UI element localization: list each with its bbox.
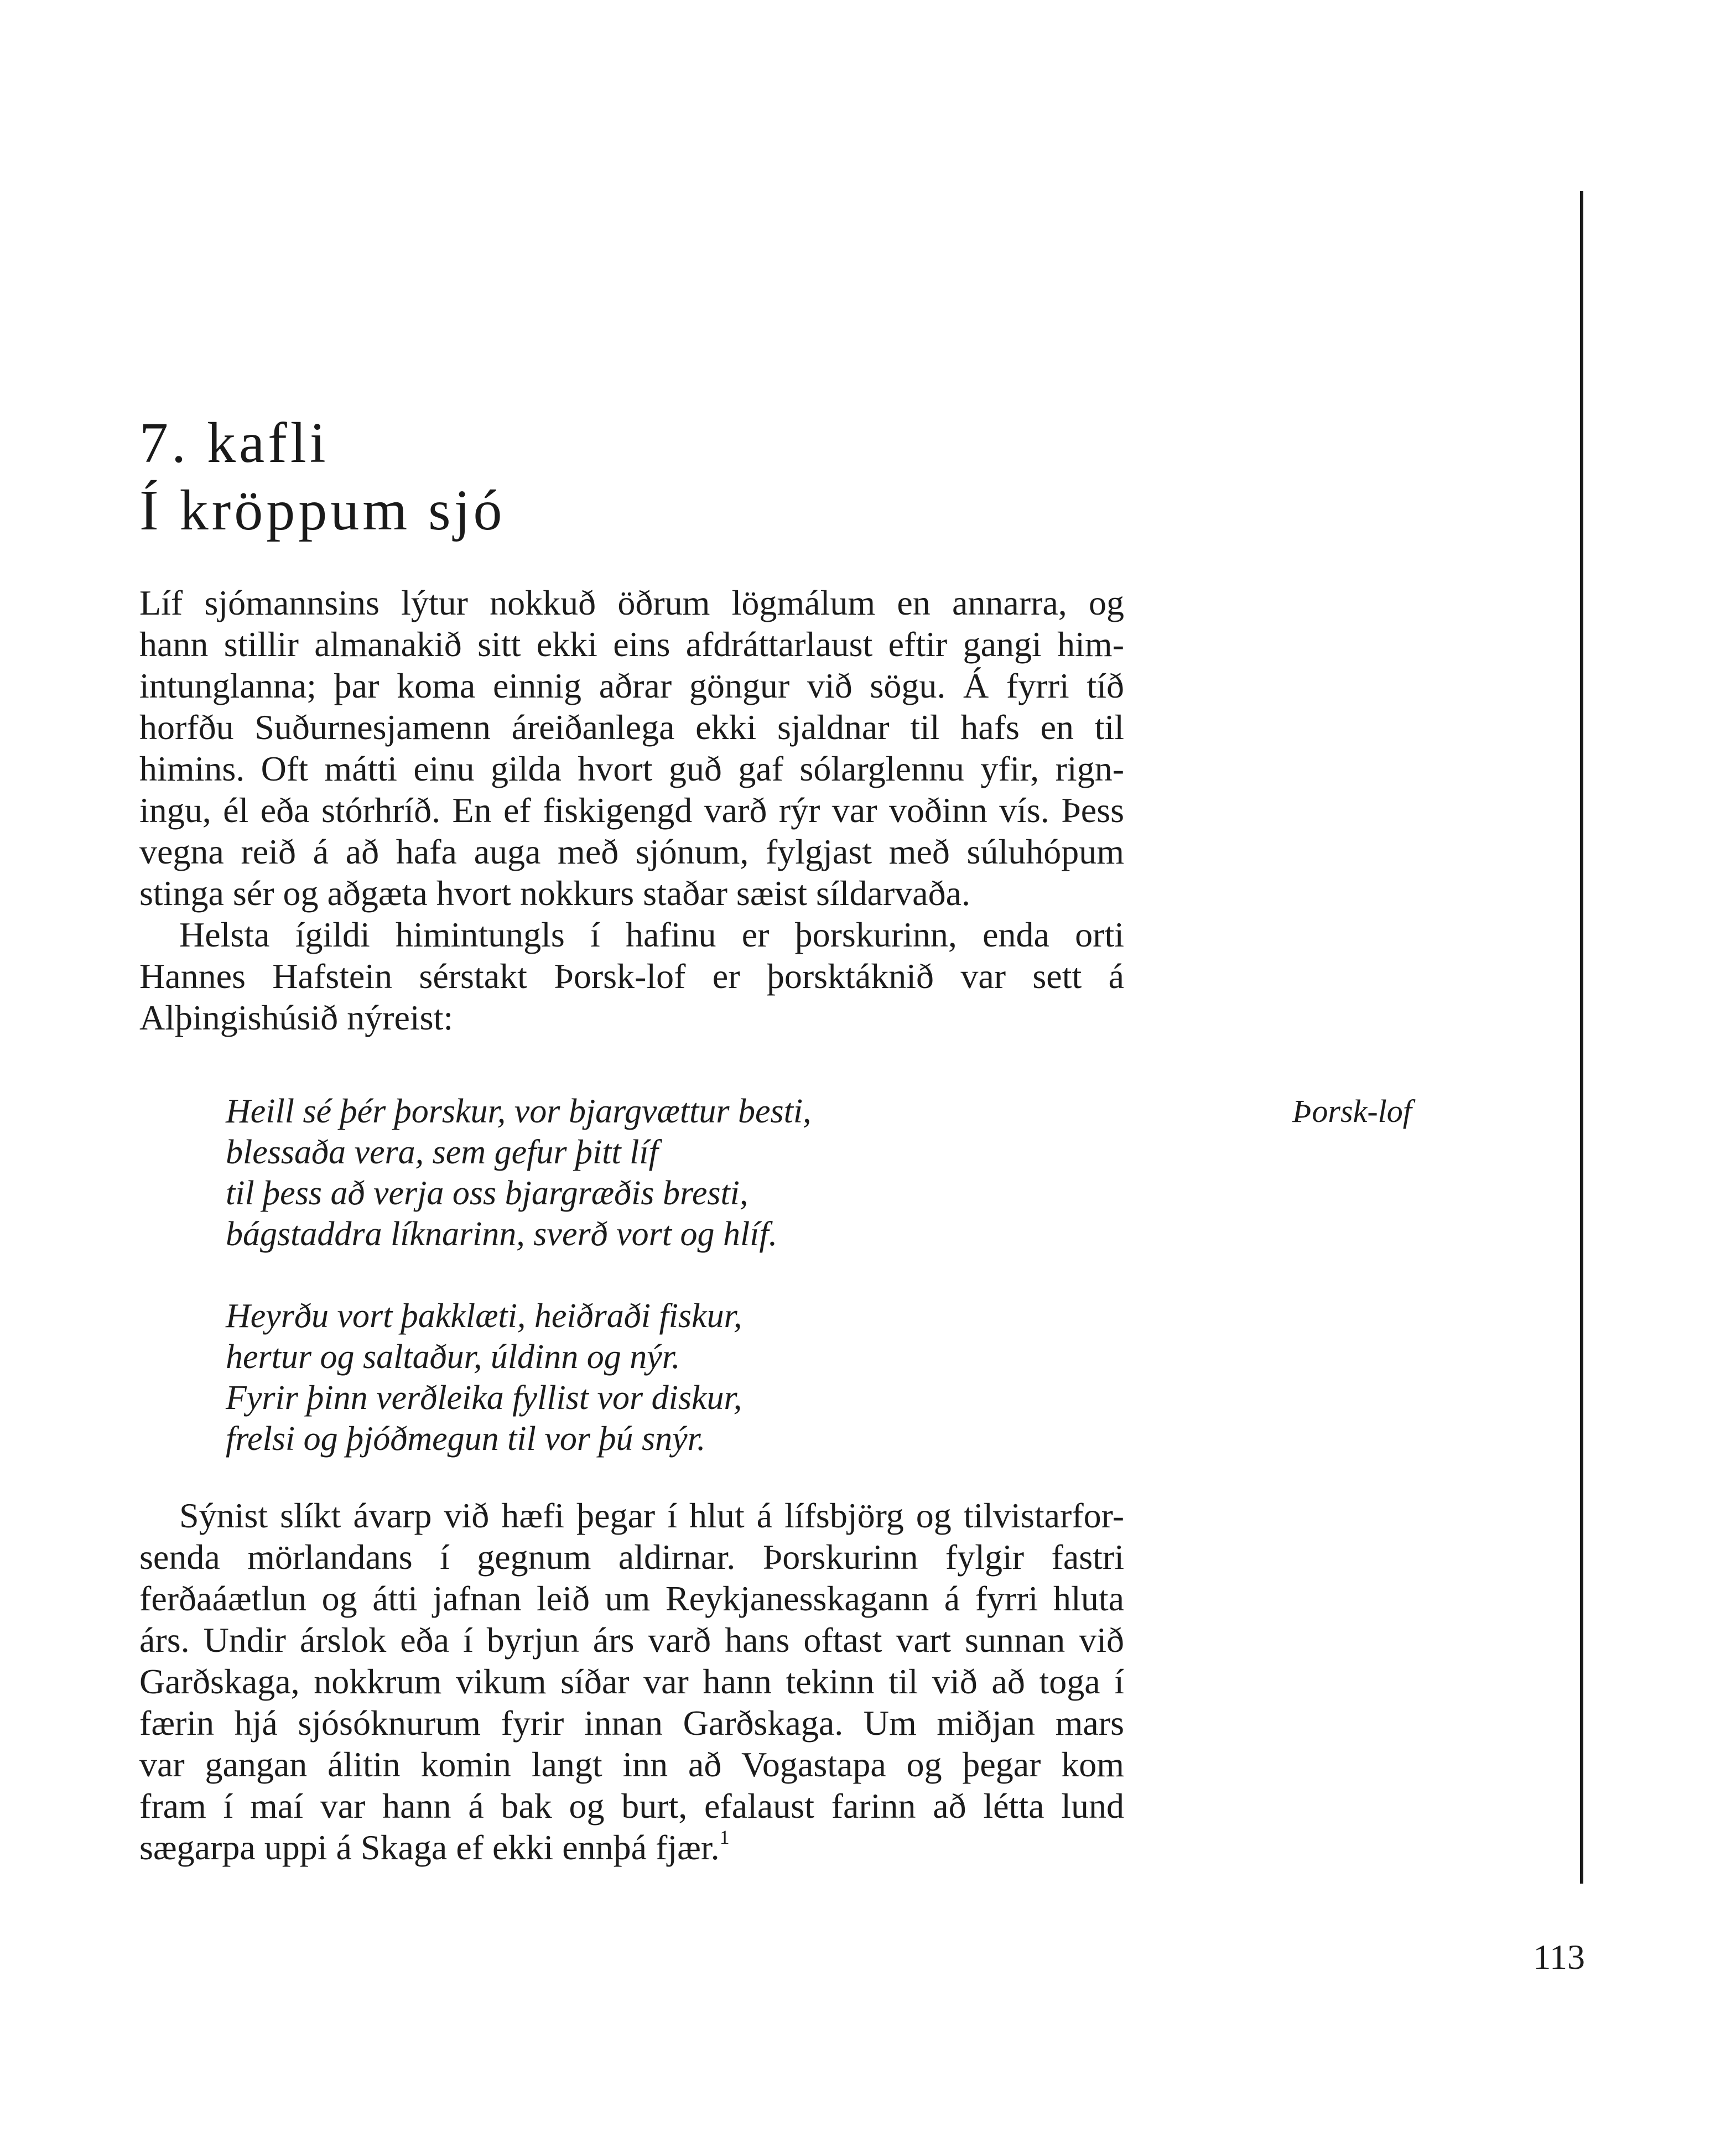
- paragraph-line: himins. Oft mátti einu gilda hvort guð gaf sólarglennu yfir, rign-: [139, 749, 1124, 788]
- paragraph-line: Sýnist slíkt ávarp við hæfi þegar í hlut á lífsbjörg og tilvistarfor-: [179, 1496, 1124, 1535]
- poem-line: bágstaddra líknarinn, sverð vort og hlíf.: [226, 1215, 778, 1253]
- poem-line: Heyrðu vort þakklæti, heiðraði fiskur,: [226, 1297, 742, 1335]
- paragraph-2: [139, 914, 1124, 1038]
- footnote-ref[interactable]: 1: [719, 1826, 730, 1848]
- paragraph-line: hann stillir almanakið sitt ekki eins afdráttarlaust eftir gangi him-: [139, 625, 1124, 664]
- poem-line: hertur og saltaður, úldinn og nýr.: [226, 1338, 680, 1376]
- margin-note: Þorsk-lof: [1292, 1093, 1412, 1129]
- paragraph-line: færin hjá sjósóknurum fyrir innan Garðskaga. Um miðjan mars: [139, 1703, 1124, 1743]
- margin-rule: [1580, 191, 1583, 1884]
- paragraph-1: [139, 582, 1124, 914]
- paragraph-line: senda mörlandans í gegnum aldirnar. Þorskurinn fylgir fastri: [139, 1537, 1124, 1577]
- chapter-number: 7. kafli: [139, 411, 329, 475]
- paragraph-line: Alþingishúsið nýreist:: [139, 998, 454, 1037]
- paragraph-line: vegna reið á að hafa auga með sjónum, fylgjast með súluhópum: [139, 832, 1124, 871]
- poem-stanza-2: [226, 1296, 742, 1459]
- poem-line: til þess að verja oss bjargræðis bresti,: [226, 1174, 749, 1212]
- paragraph-line: Líf sjómannsins lýtur nokkuð öðrum lögmálum en annarra, og: [139, 583, 1124, 622]
- page-number: 113: [1533, 1937, 1585, 1977]
- paragraph-line: intunglanna; þar koma einnig aðrar göngur við sögu. Á fyrri tíð: [139, 666, 1124, 705]
- paragraph-line: Helsta ígildi himintungls í hafinu er þorskurinn, enda orti: [179, 915, 1124, 954]
- paragraph-line: árs. Undir árslok eða í byrjun árs varð hans oftast vart sunnan við: [139, 1620, 1124, 1660]
- paragraph-line: ingu, él eða stórhríð. En ef fiskigengd varð rýr var voðinn vís. Þess: [139, 791, 1124, 830]
- poem-line: Fyrir þinn verðleika fyllist vor diskur,: [226, 1379, 742, 1417]
- chapter-title: Í kröppum sjó: [139, 479, 506, 542]
- paragraph-line: Hannes Hafstein sérstakt Þorsk-lof er þorsktáknið var sett á: [139, 956, 1124, 996]
- paragraph-line: Garðskaga, nokkrum vikum síðar var hann tekinn til við að toga í: [139, 1662, 1124, 1701]
- chapter-heading: [139, 409, 506, 544]
- paragraph-line-text: sægarpa uppi á Skaga ef ekki ennþá fjær.: [139, 1828, 720, 1867]
- paragraph-3: [139, 1495, 1124, 1868]
- paragraph-line: horfðu Suðurnesjamenn áreiðanlega ekki sjaldnar til hafs en til: [139, 708, 1124, 747]
- poem-stanza-1: [226, 1091, 812, 1255]
- paragraph-line: ferðaáætlun og átti jafnan leið um Reykjanesskagann á fyrri hluta: [139, 1579, 1124, 1618]
- paragraph-line: var gangan álitin komin langt inn að Vogastapa og þegar kom: [139, 1745, 1124, 1784]
- paragraph-line-last: [139, 1827, 1124, 1868]
- paragraph-line: stinga sér og aðgæta hvort nokkurs staðar sæist síldarvaða.: [139, 873, 970, 913]
- poem-line: Heill sé þér þorskur, vor bjargvættur besti,: [226, 1093, 812, 1130]
- poem-line: frelsi og þjóðmegun til vor þú snýr.: [226, 1420, 706, 1458]
- poem-line: blessaða vera, sem gefur þitt líf: [226, 1133, 658, 1171]
- paragraph-line: fram í maí var hann á bak og burt, efalaust farinn að létta lund: [139, 1786, 1124, 1826]
